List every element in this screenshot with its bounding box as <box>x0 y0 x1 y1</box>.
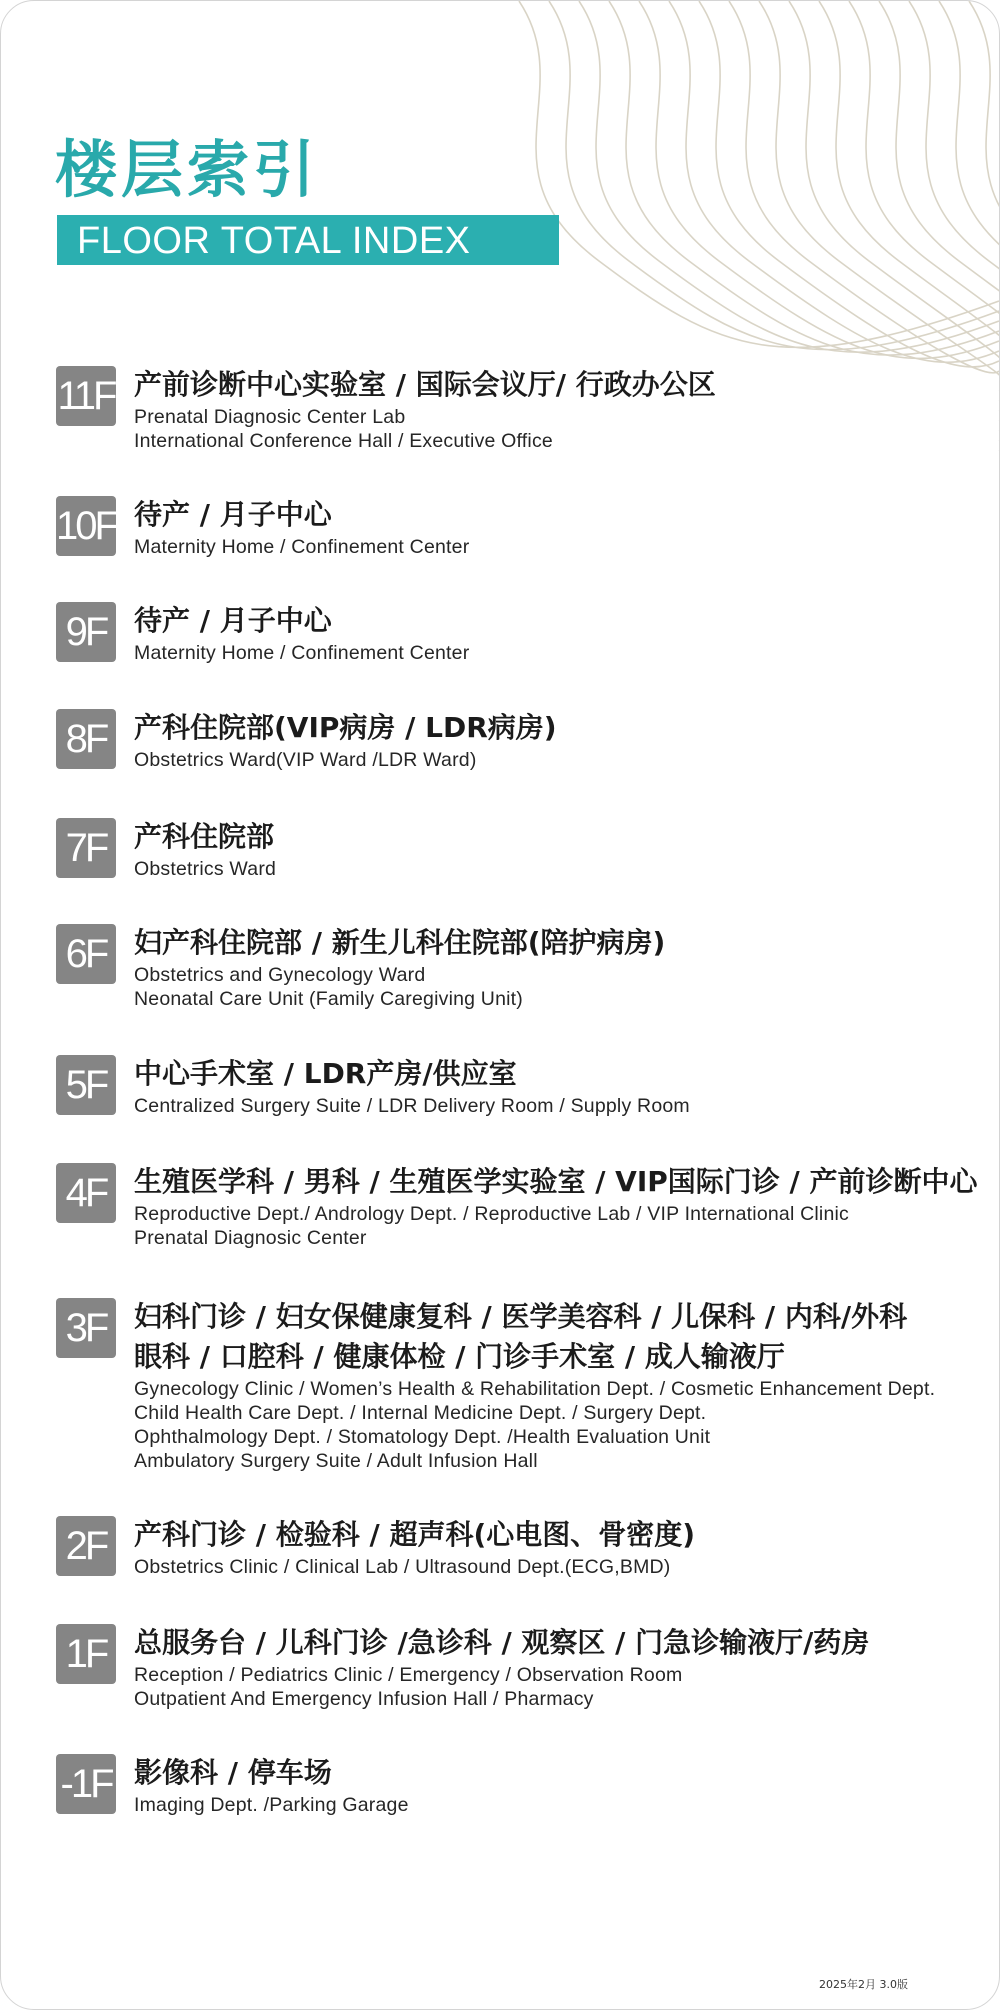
departments-cn-line: 生殖医学科 / 男科 / 生殖医学实验室 / VIP国际门诊 / 产前诊断中心 <box>134 1165 978 1198</box>
floor-description <box>134 495 1000 559</box>
departments-cn-line: 妇产科住院部 / 新生儿科住院部(陪护病房) <box>134 926 666 959</box>
departments-en-line: Prenatal Diagnosic Center Lab <box>134 406 406 428</box>
floor-description <box>134 923 1000 1011</box>
wave-line <box>609 1 999 355</box>
floor-badge: 8F <box>56 709 116 769</box>
departments-cn-line: 产前诊断中心实验室 / 国际会议厅/ 行政办公区 <box>134 368 716 401</box>
floor-departments-cn <box>134 1162 1000 1202</box>
departments-en-line: Prenatal Diagnosic Center <box>134 1227 367 1249</box>
floor-departments-cn <box>134 1297 1000 1377</box>
departments-en-line: Gynecology Clinic / Women’s Health & Rehabilitation Dept. / Cosmetic Enhancement Dept. <box>134 1378 936 1400</box>
floor-departments-en <box>134 1663 1000 1711</box>
departments-cn-line: 眼科 / 口腔科 / 健康体检 / 门诊手术室 / 成人输液厅 <box>134 1340 785 1373</box>
departments-en-line: Imaging Dept. /Parking Garage <box>134 1794 409 1816</box>
departments-en-line: Centralized Surgery Suite / LDR Delivery Room / Supply Room <box>134 1095 690 1117</box>
floor-description <box>134 1515 1000 1579</box>
floor-departments-en <box>134 1202 1000 1250</box>
floor-badge: 2F <box>56 1516 116 1576</box>
wave-line <box>789 1 999 391</box>
floor-departments-en <box>134 535 1000 559</box>
departments-en-line: International Conference Hall / Executive Office <box>134 430 553 452</box>
floor-badge: 6F <box>56 924 116 984</box>
floor-departments-cn <box>134 708 1000 748</box>
floor-departments-en <box>134 1793 1000 1817</box>
departments-en-line: Obstetrics Clinic / Clinical Lab / Ultrasound Dept.(ECG,BMD) <box>134 1556 671 1578</box>
version-note: 2025年2月 3.0版 <box>819 1978 908 1991</box>
floor-description <box>134 1162 1000 1250</box>
floor-departments-en <box>134 857 1000 881</box>
floor-description <box>134 708 1000 772</box>
departments-en-line: Child Health Care Dept. / Internal Medicine Dept. / Surgery Dept. <box>134 1402 707 1424</box>
floor-badge: 1F <box>56 1624 116 1684</box>
departments-en-line: Neonatal Care Unit (Family Caregiving Unit) <box>134 988 523 1010</box>
floor-departments-cn <box>134 817 1000 857</box>
floor-badge: -1F <box>56 1754 116 1814</box>
departments-en-line: Ambulatory Surgery Suite / Adult Infusion Hall <box>134 1450 538 1472</box>
departments-cn-line: 产科门诊 / 检验科 / 超声科(心电图、骨密度) <box>134 1518 696 1551</box>
floor-badge: 10F <box>56 496 116 556</box>
floor-description <box>134 1753 1000 1817</box>
floor-badge: 7F <box>56 818 116 878</box>
floor-departments-en <box>134 641 1000 665</box>
wave-line <box>639 1 999 358</box>
floor-description <box>134 601 1000 665</box>
departments-en-line: Reception / Pediatrics Clinic / Emergency / Observation Room <box>134 1664 683 1686</box>
departments-cn-line: 总服务台 / 儿科门诊 /急诊科 / 观察区 / 门急诊输液厅/药房 <box>134 1626 870 1659</box>
floor-departments-en <box>134 405 1000 453</box>
floor-departments-cn <box>134 495 1000 535</box>
departments-cn-line: 妇科门诊 / 妇女保健康复科 / 医学美容科 / 儿保科 / 内科/外科 <box>134 1300 908 1333</box>
departments-en-line: Maternity Home / Confinement Center <box>134 642 470 664</box>
floor-departments-cn <box>134 1753 1000 1793</box>
departments-en-line: Obstetrics Ward(VIP Ward /LDR Ward) <box>134 749 477 771</box>
floor-badge: 9F <box>56 602 116 662</box>
page-subtitle: FLOOR TOTAL INDEX <box>77 220 471 262</box>
floor-departments-cn <box>134 1515 1000 1555</box>
floor-description <box>134 365 1000 453</box>
floor-badge: 11F <box>56 366 116 426</box>
floor-departments-cn <box>134 365 1000 405</box>
departments-en-line: Obstetrics and Gynecology Ward <box>134 964 426 986</box>
floor-description <box>134 817 1000 881</box>
floor-description <box>134 1623 1000 1711</box>
floor-departments-cn <box>134 601 1000 641</box>
departments-en-line: Ophthalmology Dept. / Stomatology Dept. /Health Evaluation Unit <box>134 1426 711 1448</box>
departments-cn-line: 影像科 / 停车场 <box>134 1756 332 1789</box>
departments-cn-line: 产科住院部(VIP病房 / LDR病房) <box>134 711 557 744</box>
floor-departments-en <box>134 963 1000 1011</box>
floor-departments-en <box>134 748 1000 772</box>
departments-en-line: Reproductive Dept./ Andrology Dept. / Reproductive Lab / VIP International Clinic <box>134 1203 849 1225</box>
wave-line <box>579 1 999 352</box>
floor-description <box>134 1054 1000 1118</box>
departments-en-line: Obstetrics Ward <box>134 858 277 880</box>
wave-line <box>549 1 999 350</box>
page-subtitle-bar <box>57 215 559 265</box>
floor-badge: 5F <box>56 1055 116 1115</box>
floor-badge: 4F <box>56 1163 116 1223</box>
floor-departments-cn <box>134 1623 1000 1663</box>
departments-cn-line: 待产 / 月子中心 <box>134 604 332 637</box>
departments-cn-line: 产科住院部 <box>134 820 275 853</box>
departments-en-line: Outpatient And Emergency Infusion Hall / Pharmacy <box>134 1688 594 1710</box>
floor-departments-cn <box>134 923 1000 963</box>
wave-line <box>699 1 999 367</box>
departments-cn-line: 待产 / 月子中心 <box>134 498 332 531</box>
floor-departments-en <box>134 1094 1000 1118</box>
departments-cn-line: 中心手术室 / LDR产房/供应室 <box>134 1057 517 1090</box>
page-title: 楼层索引 <box>55 133 320 206</box>
floor-departments-cn <box>134 1054 1000 1094</box>
wave-line <box>519 1 999 347</box>
floor-description <box>134 1297 1000 1473</box>
floor-badge: 3F <box>56 1298 116 1358</box>
departments-en-line: Maternity Home / Confinement Center <box>134 536 470 558</box>
floor-departments-en <box>134 1555 1000 1579</box>
floor-departments-en <box>134 1377 1000 1473</box>
